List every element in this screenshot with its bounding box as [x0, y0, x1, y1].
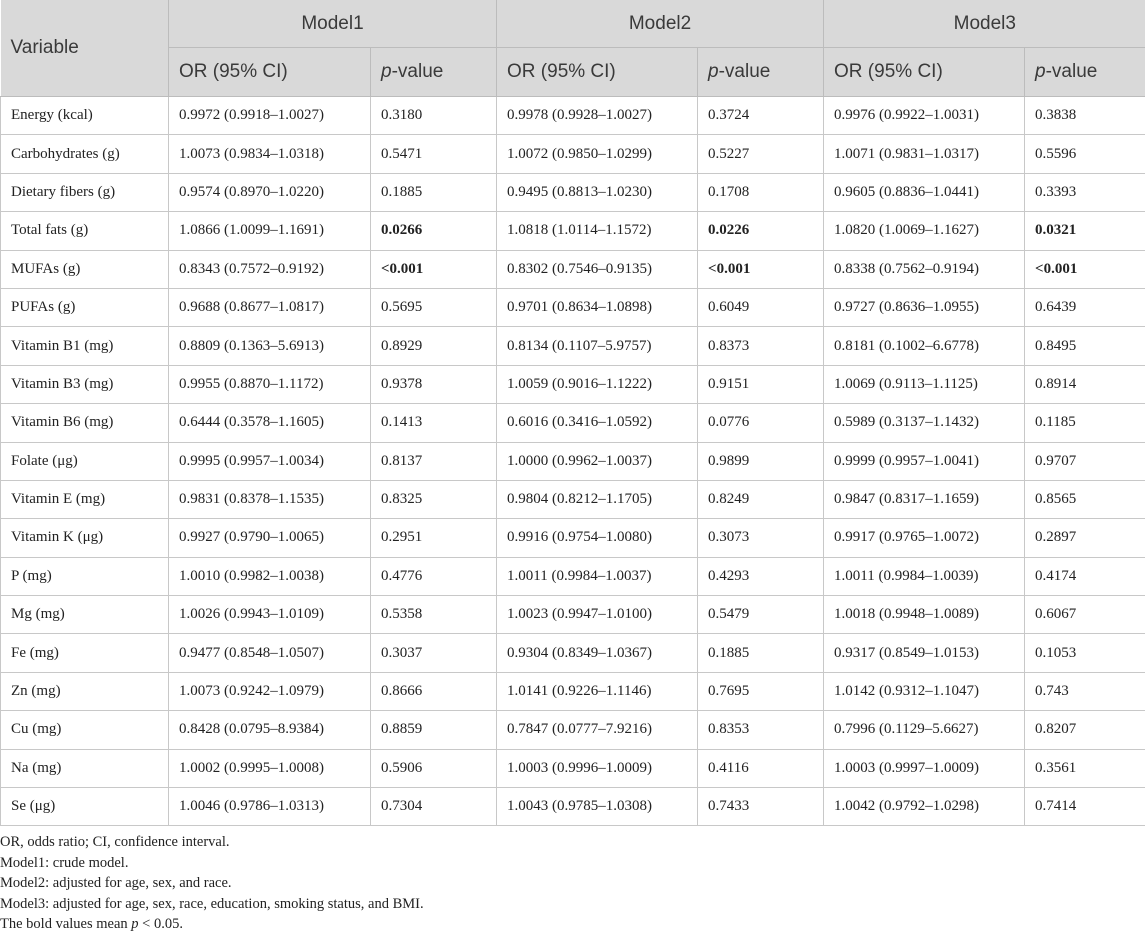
header-model3-p	[1025, 48, 1145, 97]
cell-model1-or: 0.9574 (0.8970–1.0220)	[169, 173, 371, 211]
cell-model1-or: 0.6444 (0.3578–1.1605)	[169, 404, 371, 442]
cell-model3-or: 1.0042 (0.9792–1.0298)	[824, 788, 1025, 826]
table-row	[1, 212, 1145, 250]
cell-model2-or: 0.9804 (0.8212–1.1705)	[497, 480, 698, 518]
cell-model1-p: <0.001	[371, 250, 497, 288]
cell-model3-p: 0.4174	[1025, 557, 1145, 595]
table-row	[1, 173, 1145, 211]
footnote-bold-meaning	[0, 914, 1145, 935]
footnote-bold-prefix: The bold values mean	[0, 916, 131, 932]
cell-variable: Energy (kcal)	[1, 97, 169, 135]
cell-variable: PUFAs (g)	[1, 288, 169, 326]
cell-model3-or: 1.0003 (0.9997–1.0009)	[824, 749, 1025, 787]
cell-model3-or: 1.0018 (0.9948–1.0089)	[824, 596, 1025, 634]
header-model1-p	[371, 48, 497, 97]
cell-model3-or: 1.0069 (0.9113–1.1125)	[824, 365, 1025, 403]
cell-model2-or: 1.0043 (0.9785–1.0308)	[497, 788, 698, 826]
cell-model3-or: 0.9605 (0.8836–1.0441)	[824, 173, 1025, 211]
cell-model3-or: 1.0011 (0.9984–1.0039)	[824, 557, 1025, 595]
cell-model2-p: 0.5479	[698, 596, 824, 634]
cell-model3-p: 0.3393	[1025, 173, 1145, 211]
cell-model1-p: 0.1413	[371, 404, 497, 442]
cell-model3-or: 0.7996 (0.1129–5.6627)	[824, 711, 1025, 749]
cell-model3-p: 0.8207	[1025, 711, 1145, 749]
cell-model1-p: 0.3037	[371, 634, 497, 672]
cell-model1-p: 0.5358	[371, 596, 497, 634]
cell-model3-or: 0.5989 (0.3137–1.1432)	[824, 404, 1025, 442]
cell-model1-or: 0.8428 (0.0795–8.9384)	[169, 711, 371, 749]
cell-model1-or: 1.0046 (0.9786–1.0313)	[169, 788, 371, 826]
cell-model2-p: 0.3073	[698, 519, 824, 557]
cell-model3-p: 0.3561	[1025, 749, 1145, 787]
cell-variable: Fe (mg)	[1, 634, 169, 672]
cell-model2-or: 0.8302 (0.7546–0.9135)	[497, 250, 698, 288]
table-row	[1, 711, 1145, 749]
cell-model2-p: 0.9899	[698, 442, 824, 480]
footnote-model2: Model2: adjusted for age, sex, and race.	[0, 873, 1145, 894]
cell-model2-p: 0.0226	[698, 212, 824, 250]
cell-model1-or: 0.9955 (0.8870–1.1172)	[169, 365, 371, 403]
cell-model2-or: 0.9495 (0.8813–1.0230)	[497, 173, 698, 211]
cell-model1-p: 0.7304	[371, 788, 497, 826]
cell-model1-p: 0.3180	[371, 97, 497, 135]
table-row	[1, 749, 1145, 787]
cell-model3-p: 0.5596	[1025, 135, 1145, 173]
table-row	[1, 596, 1145, 634]
cell-model3-or: 0.9847 (0.8317–1.1659)	[824, 480, 1025, 518]
cell-model1-or: 0.9995 (0.9957–1.0034)	[169, 442, 371, 480]
cell-model1-or: 0.9927 (0.9790–1.0065)	[169, 519, 371, 557]
cell-model3-or: 0.9976 (0.9922–1.0031)	[824, 97, 1025, 135]
cell-model3-or: 0.9999 (0.9957–1.0041)	[824, 442, 1025, 480]
cell-model2-p: <0.001	[698, 250, 824, 288]
cell-variable: Vitamin K (μg)	[1, 519, 169, 557]
footnote-bold-p: p	[131, 916, 138, 932]
cell-model1-or: 0.9831 (0.8378–1.1535)	[169, 480, 371, 518]
cell-model3-or: 0.9917 (0.9765–1.0072)	[824, 519, 1025, 557]
cell-model2-or: 1.0000 (0.9962–1.0037)	[497, 442, 698, 480]
header-model2-or: OR (95% CI)	[497, 48, 698, 97]
p-suffix: -value	[392, 61, 444, 82]
cell-model2-or: 0.9701 (0.8634–1.0898)	[497, 288, 698, 326]
cell-variable: P (mg)	[1, 557, 169, 595]
cell-model2-or: 0.9304 (0.8349–1.0367)	[497, 634, 698, 672]
cell-model3-or: 1.0820 (1.0069–1.1627)	[824, 212, 1025, 250]
cell-model2-or: 0.6016 (0.3416–1.0592)	[497, 404, 698, 442]
p-suffix: -value	[1046, 61, 1098, 82]
cell-variable: Vitamin B6 (mg)	[1, 404, 169, 442]
cell-model2-or: 0.9916 (0.9754–1.0080)	[497, 519, 698, 557]
cell-model1-or: 1.0866 (1.0099–1.1691)	[169, 212, 371, 250]
table-row	[1, 519, 1145, 557]
cell-variable: Mg (mg)	[1, 596, 169, 634]
cell-model1-p: 0.8325	[371, 480, 497, 518]
cell-model1-or: 1.0073 (0.9834–1.0318)	[169, 135, 371, 173]
cell-model1-or: 1.0002 (0.9995–1.0008)	[169, 749, 371, 787]
table-row	[1, 557, 1145, 595]
cell-model2-or: 0.9978 (0.9928–1.0027)	[497, 97, 698, 135]
table-footnotes	[0, 832, 1145, 935]
cell-model1-or: 1.0073 (0.9242–1.0979)	[169, 672, 371, 710]
table-row	[1, 788, 1145, 826]
cell-model3-p: 0.6439	[1025, 288, 1145, 326]
cell-model1-p: 0.4776	[371, 557, 497, 595]
cell-model2-or: 1.0072 (0.9850–1.0299)	[497, 135, 698, 173]
header-model2: Model2	[497, 0, 824, 48]
cell-model1-p: 0.5906	[371, 749, 497, 787]
cell-model1-p: 0.8137	[371, 442, 497, 480]
cell-model1-p: 0.5471	[371, 135, 497, 173]
cell-variable: Folate (μg)	[1, 442, 169, 480]
cell-model2-p: 0.8353	[698, 711, 824, 749]
cell-model1-or: 0.9688 (0.8677–1.0817)	[169, 288, 371, 326]
cell-variable: Vitamin E (mg)	[1, 480, 169, 518]
cell-model2-p: 0.8373	[698, 327, 824, 365]
cell-model3-p: 0.3838	[1025, 97, 1145, 135]
cell-model2-or: 1.0059 (0.9016–1.1222)	[497, 365, 698, 403]
header-model3: Model3	[824, 0, 1145, 48]
cell-model2-p: 0.3724	[698, 97, 824, 135]
cell-variable: Total fats (g)	[1, 212, 169, 250]
cell-model2-p: 0.7433	[698, 788, 824, 826]
cell-model2-p: 0.1708	[698, 173, 824, 211]
header-model2-p	[698, 48, 824, 97]
table-row	[1, 365, 1145, 403]
table-body	[1, 97, 1145, 826]
header-variable: Variable	[1, 0, 169, 97]
p-italic: p	[708, 61, 719, 82]
cell-variable: Vitamin B3 (mg)	[1, 365, 169, 403]
cell-model1-p: 0.1885	[371, 173, 497, 211]
cell-model2-p: 0.9151	[698, 365, 824, 403]
cell-model2-p: 0.0776	[698, 404, 824, 442]
cell-model2-p: 0.4116	[698, 749, 824, 787]
cell-model3-or: 1.0142 (0.9312–1.1047)	[824, 672, 1025, 710]
cell-model2-or: 1.0003 (0.9996–1.0009)	[497, 749, 698, 787]
table-row	[1, 480, 1145, 518]
cell-model2-p: 0.1885	[698, 634, 824, 672]
header-model1: Model1	[169, 0, 497, 48]
cell-variable: Vitamin B1 (mg)	[1, 327, 169, 365]
cell-model3-or: 0.9317 (0.8549–1.0153)	[824, 634, 1025, 672]
table-row	[1, 135, 1145, 173]
table-header	[1, 0, 1145, 97]
footnote-abbreviations: OR, odds ratio; CI, confidence interval.	[0, 832, 1145, 853]
cell-model3-p: 0.7414	[1025, 788, 1145, 826]
cell-variable: Se (μg)	[1, 788, 169, 826]
cell-model1-or: 0.8809 (0.1363–5.6913)	[169, 327, 371, 365]
cell-model2-p: 0.6049	[698, 288, 824, 326]
cell-model3-or: 1.0071 (0.9831–1.0317)	[824, 135, 1025, 173]
cell-variable: Dietary fibers (g)	[1, 173, 169, 211]
cell-model2-or: 0.7847 (0.0777–7.9216)	[497, 711, 698, 749]
cell-model2-p: 0.7695	[698, 672, 824, 710]
cell-model3-p: 0.743	[1025, 672, 1145, 710]
cell-model2-p: 0.5227	[698, 135, 824, 173]
cell-model2-or: 1.0141 (0.9226–1.1146)	[497, 672, 698, 710]
table-row	[1, 250, 1145, 288]
cell-model1-p: 0.0266	[371, 212, 497, 250]
cell-model2-or: 1.0818 (1.0114–1.1572)	[497, 212, 698, 250]
cell-model1-or: 0.9972 (0.9918–1.0027)	[169, 97, 371, 135]
cell-model3-or: 0.8181 (0.1002–6.6778)	[824, 327, 1025, 365]
cell-model1-or: 1.0026 (0.9943–1.0109)	[169, 596, 371, 634]
cell-model3-p: 0.1185	[1025, 404, 1145, 442]
cell-model3-p: 0.9707	[1025, 442, 1145, 480]
cell-model3-p: 0.0321	[1025, 212, 1145, 250]
header-model1-or: OR (95% CI)	[169, 48, 371, 97]
table-row	[1, 327, 1145, 365]
cell-variable: Zn (mg)	[1, 672, 169, 710]
table-row	[1, 672, 1145, 710]
cell-variable: Carbohydrates (g)	[1, 135, 169, 173]
p-italic: p	[1035, 61, 1046, 82]
header-model3-or: OR (95% CI)	[824, 48, 1025, 97]
p-italic: p	[381, 61, 392, 82]
p-suffix: -value	[719, 61, 771, 82]
cell-model2-p: 0.8249	[698, 480, 824, 518]
cell-model2-or: 0.8134 (0.1107–5.9757)	[497, 327, 698, 365]
footnote-model3: Model3: adjusted for age, sex, race, education, smoking status, and BMI.	[0, 894, 1145, 915]
cell-model3-or: 0.9727 (0.8636–1.0955)	[824, 288, 1025, 326]
cell-model3-p: <0.001	[1025, 250, 1145, 288]
cell-model3-p: 0.8565	[1025, 480, 1145, 518]
cell-model2-p: 0.4293	[698, 557, 824, 595]
cell-model3-p: 0.6067	[1025, 596, 1145, 634]
cell-model2-or: 1.0011 (0.9984–1.0037)	[497, 557, 698, 595]
cell-model3-p: 0.2897	[1025, 519, 1145, 557]
table-row	[1, 442, 1145, 480]
cell-model3-p: 0.8914	[1025, 365, 1145, 403]
cell-model1-or: 0.8343 (0.7572–0.9192)	[169, 250, 371, 288]
table-row	[1, 634, 1145, 672]
cell-model1-or: 1.0010 (0.9982–1.0038)	[169, 557, 371, 595]
cell-model3-p: 0.1053	[1025, 634, 1145, 672]
cell-model3-or: 0.8338 (0.7562–0.9194)	[824, 250, 1025, 288]
cell-model1-p: 0.8666	[371, 672, 497, 710]
cell-model1-p: 0.8859	[371, 711, 497, 749]
cell-model1-p: 0.2951	[371, 519, 497, 557]
cell-model1-or: 0.9477 (0.8548–1.0507)	[169, 634, 371, 672]
cell-model2-or: 1.0023 (0.9947–1.0100)	[497, 596, 698, 634]
cell-variable: MUFAs (g)	[1, 250, 169, 288]
table-row	[1, 288, 1145, 326]
table-row	[1, 97, 1145, 135]
cell-model1-p: 0.9378	[371, 365, 497, 403]
table-row	[1, 404, 1145, 442]
footnote-bold-suffix: < 0.05.	[139, 916, 183, 932]
cell-model3-p: 0.8495	[1025, 327, 1145, 365]
footnote-model1: Model1: crude model.	[0, 853, 1145, 874]
cell-model1-p: 0.8929	[371, 327, 497, 365]
cell-variable: Cu (mg)	[1, 711, 169, 749]
cell-variable: Na (mg)	[1, 749, 169, 787]
cell-model1-p: 0.5695	[371, 288, 497, 326]
